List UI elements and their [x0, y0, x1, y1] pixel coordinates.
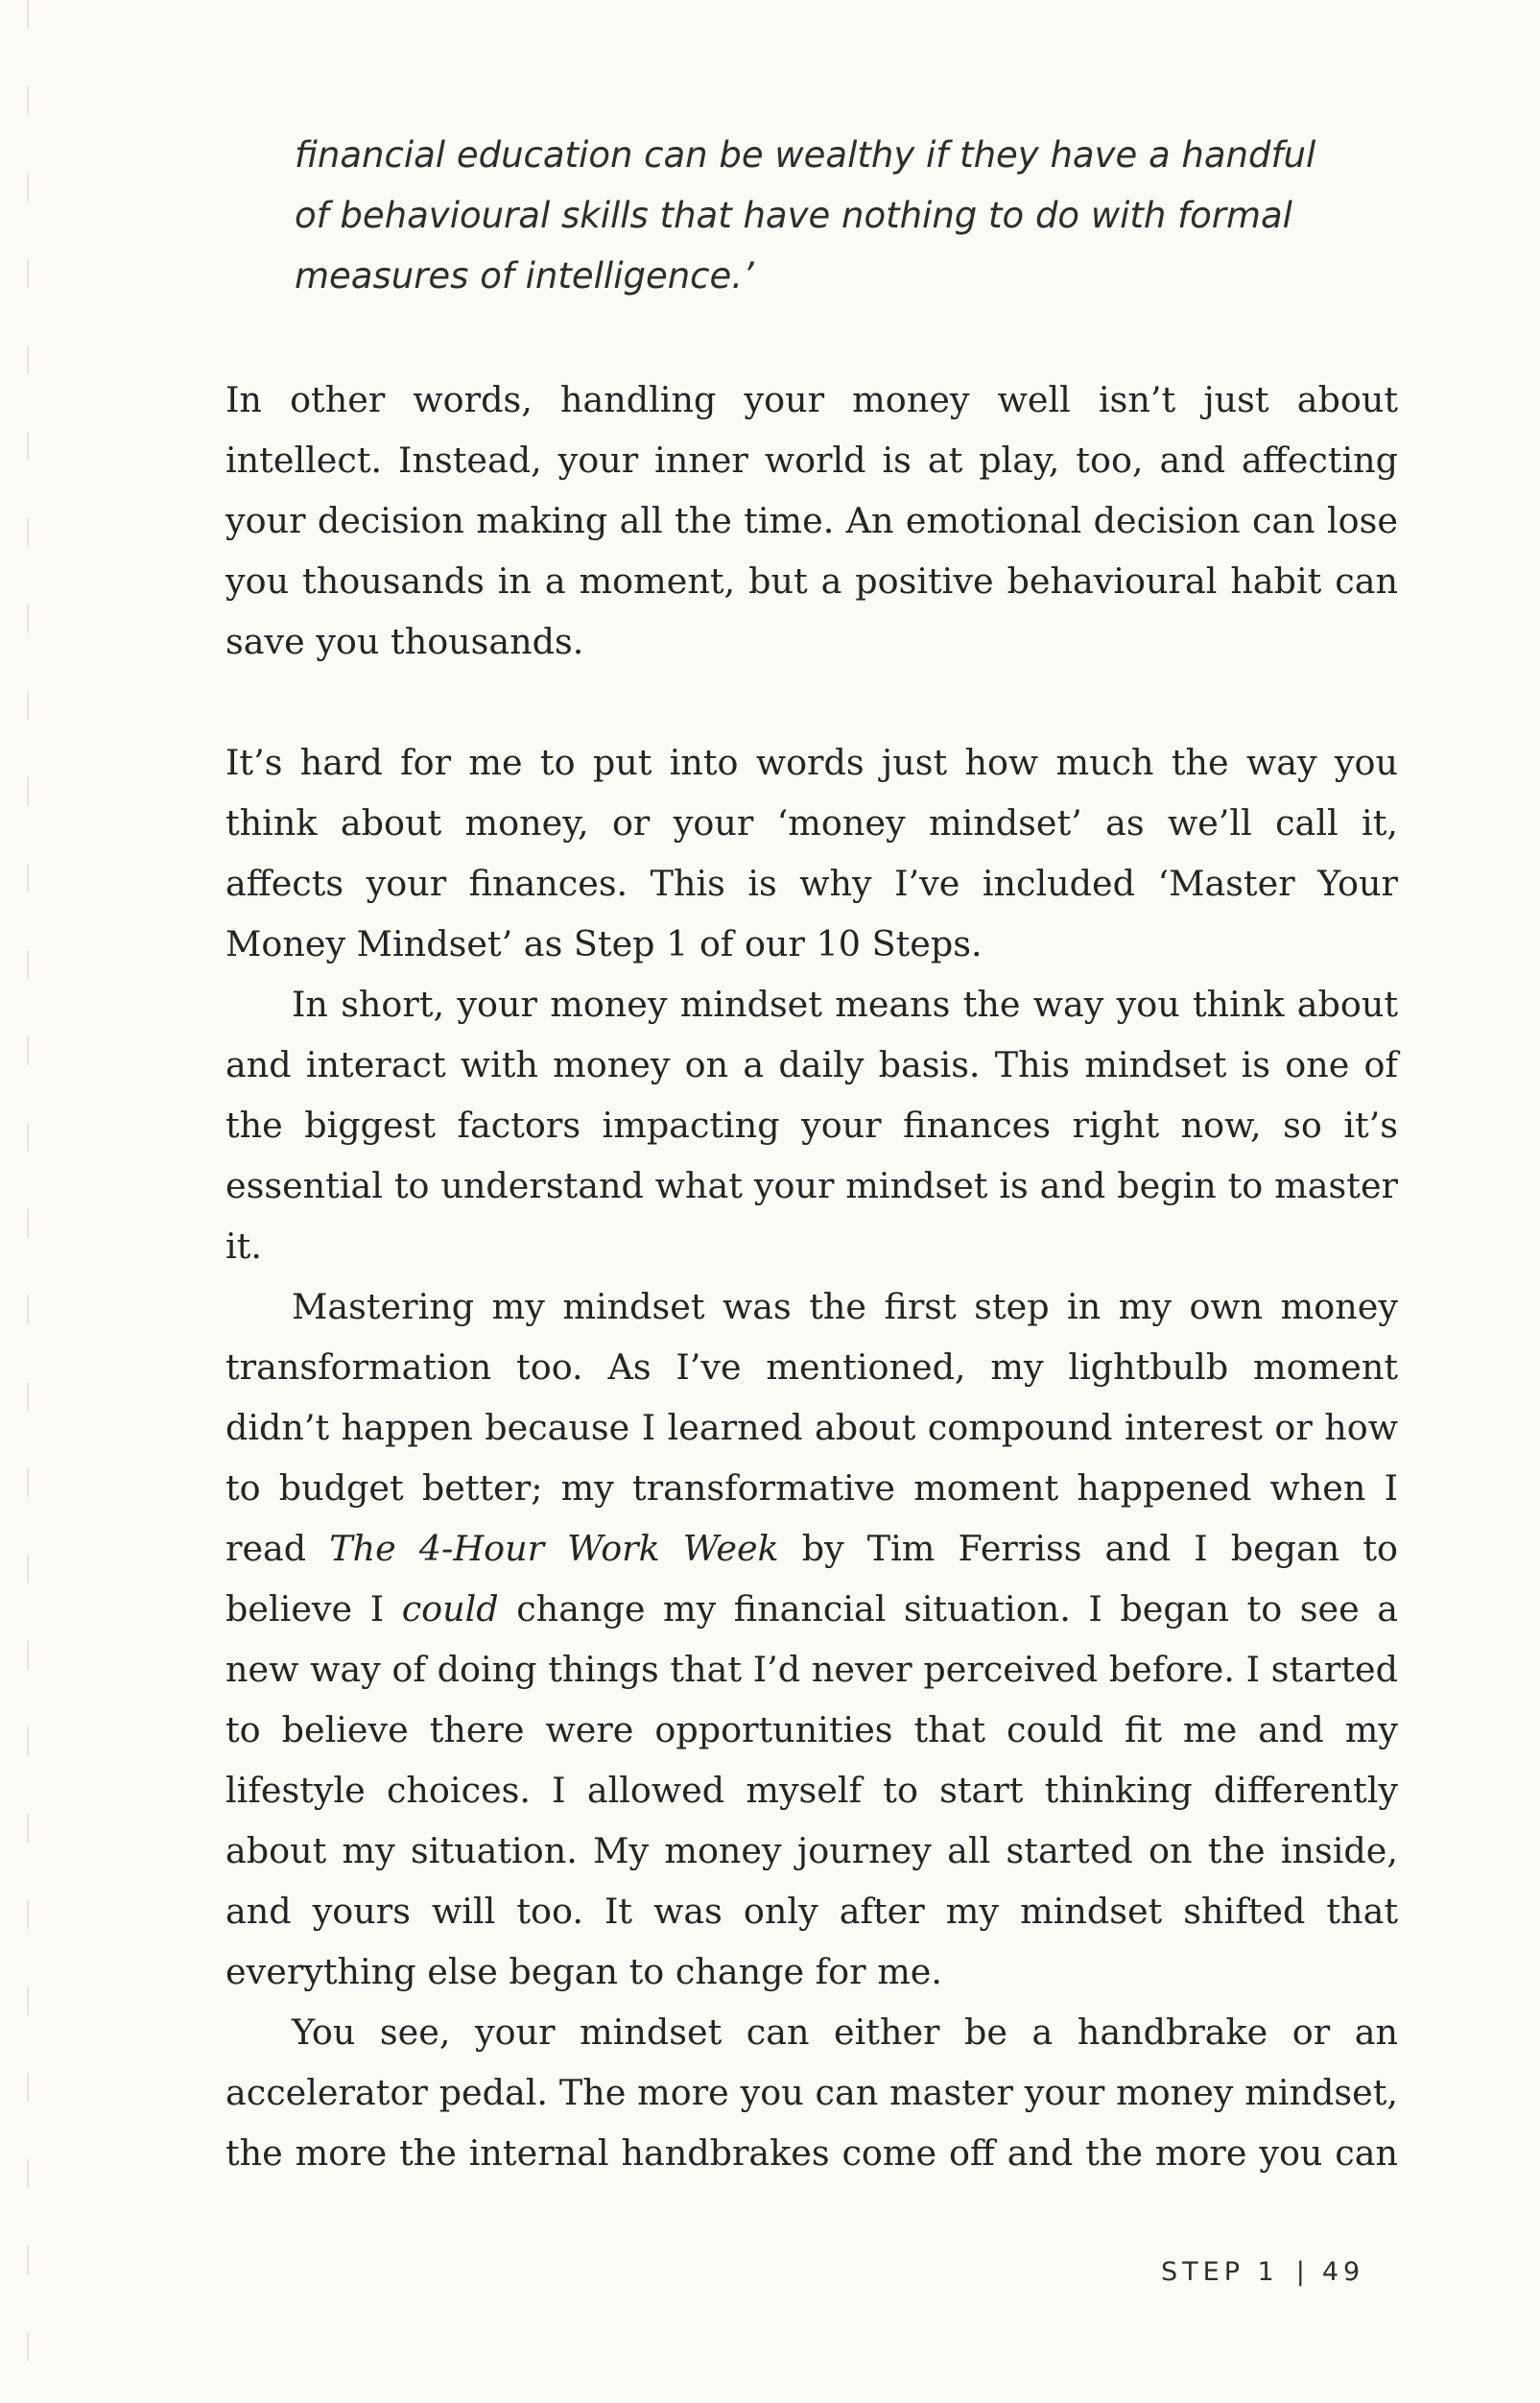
footer-separator: | — [1295, 2257, 1305, 2287]
text-segment: by Tim Ferriss and I began to believe I — [225, 1528, 1399, 1630]
text-segment: change my financial situation. I began to see a new way of doing things that I’d never perceived before. I started to believe there were opportunities that could fit me and my lifestyle choices. I allowed myself to start thinking differently about my situation. My money journey all started on the inside, and yours will too. It was only after my mindset shifted that everything else began to change for me. — [225, 1588, 1398, 1992]
page-number: 49 — [1321, 2257, 1365, 2287]
text-segment: In short, your money mindset means the way you think about and interact with money on a daily basis. This mindset is one of the biggest factors impacting your finances right now, so it’s essential to understand what your mindset is and begin to master it. — [225, 984, 1398, 1267]
paragraph-3 — [225, 974, 1398, 1276]
body-text — [225, 369, 1398, 2183]
text-segment: Mastering my mindset was the first step in my own money transformation too. As I’ve mentioned, my lightbulb moment didn’t happen because I learned about compound interest or how to budget better; my transformative moment happened when I read — [225, 1286, 1398, 1569]
page-gutter-shadow — [27, 0, 29, 2403]
text-segment: It’s hard for me to put into words just how much the way you think about money, or your ‘money mindset’ as we’ll call it, affects your finances. This is why I’ve included ‘Master Your Money Mindset’ as Step 1 of our 10 Steps. — [225, 742, 1398, 964]
text-segment: In other words, handling your money well isn’t just about intellect. Instead, your inner world is at play, too, and affecting your decision making all the time. An emotional decision can lose you thousands in a moment, but a positive behavioural habit can save you thousands. — [225, 379, 1398, 662]
block-quote: financial education can be wealthy if they have a handful of behavioural skills that have nothing to do with formal measures of intelligence.’ — [295, 134, 1316, 297]
book-title: The 4-Hour Work Week — [329, 1528, 779, 1569]
paragraph-5 — [225, 2002, 1398, 2183]
footer-section: STEP 1 — [1161, 2257, 1279, 2287]
paragraph-4 — [225, 1276, 1398, 2002]
paragraph-2 — [225, 732, 1398, 974]
paragraph-1 — [225, 369, 1398, 672]
text-segment: You see, your mindset can either be a handbrake or an accelerator pedal. The more you can master your money mindset, the more the internal handbrakes come off and the more you can — [225, 2011, 1398, 2174]
emphasis: could — [401, 1588, 499, 1630]
page-footer — [1161, 2257, 1364, 2287]
